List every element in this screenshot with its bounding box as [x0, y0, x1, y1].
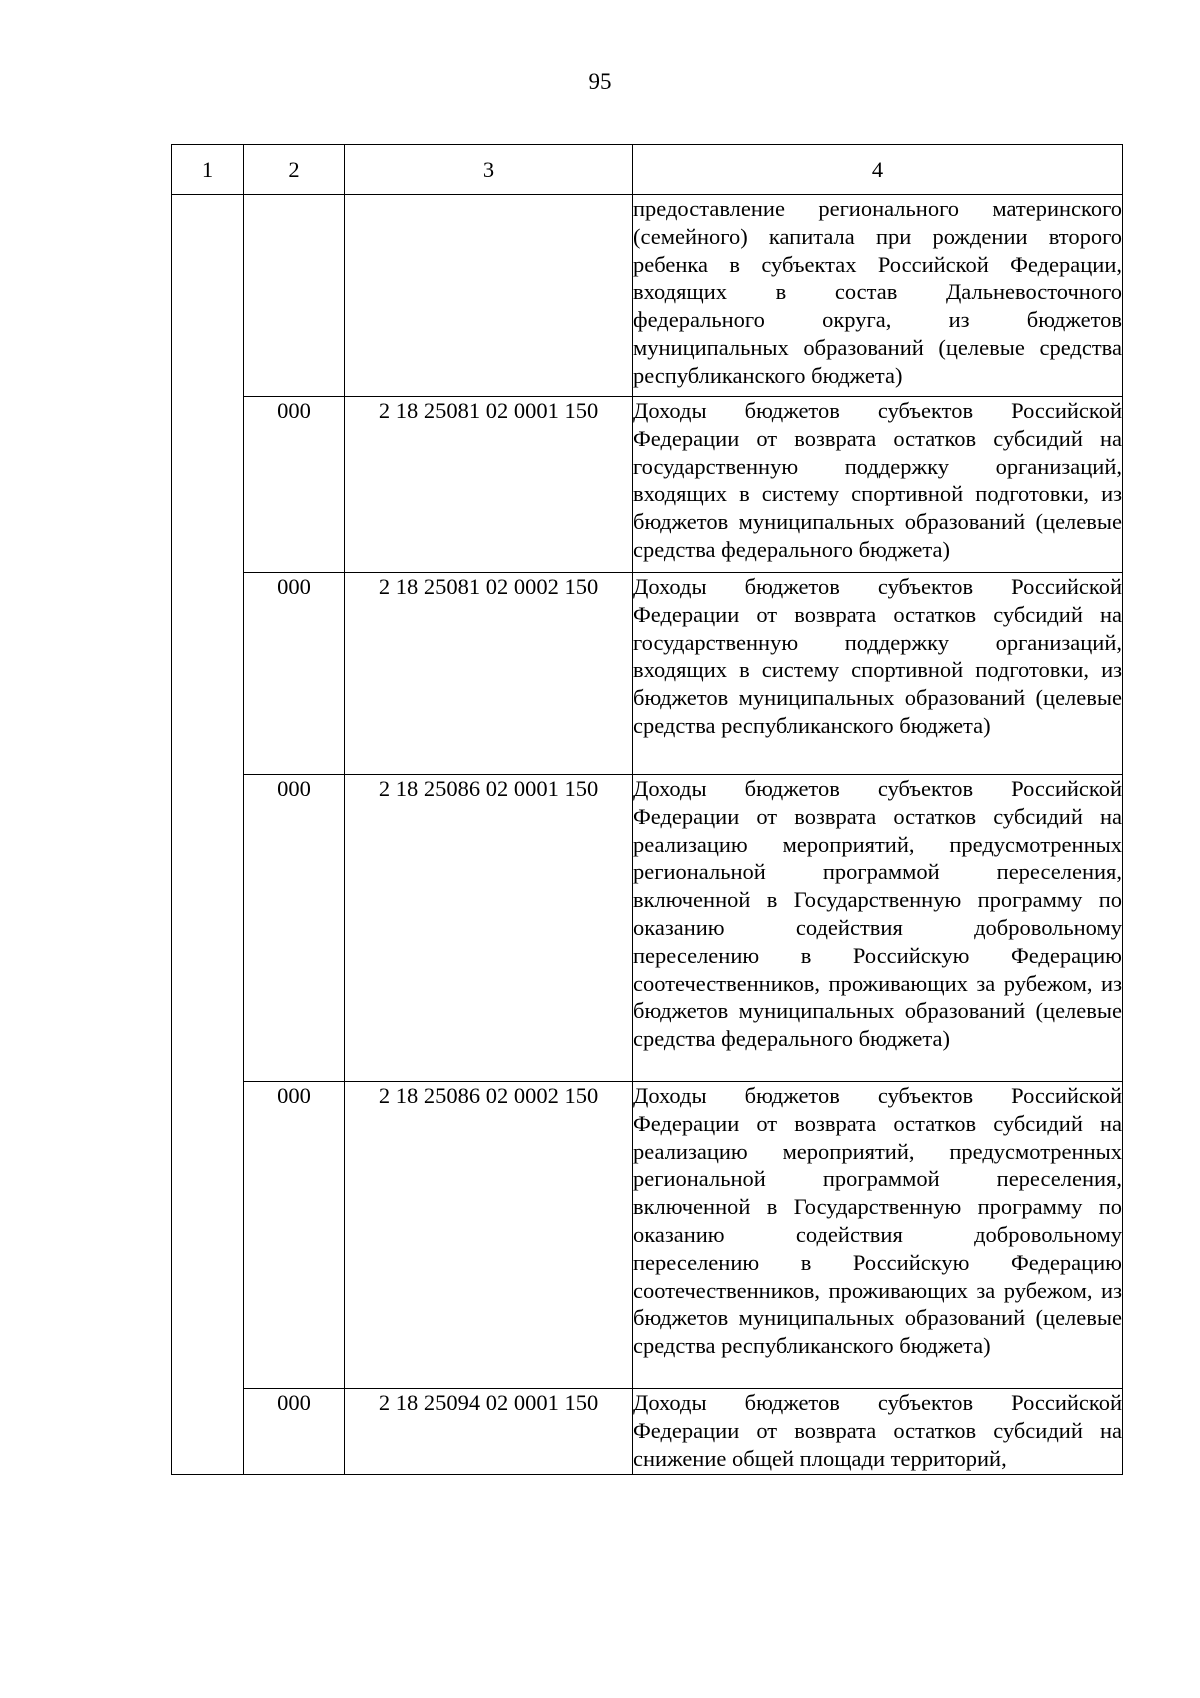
row-number-cell — [172, 195, 244, 1475]
description-cell: Доходы бюджетов субъектов Российской Федерации от возврата остатков субсидий на государственную поддержку организаций, входящих в систему спортивной подготовки, из бюджетов муниципальных образований (целевые средства федерального бюджета) — [633, 397, 1123, 573]
table-row — [172, 573, 1123, 775]
table-row — [172, 397, 1123, 573]
description-cell: Доходы бюджетов субъектов Российской Федерации от возврата остатков субсидий на реализацию мероприятий, предусмотренных региональной программой переселения, включенной в Государственную программу по оказанию содействия добровольному переселению в Российскую Федерацию соотечественников, проживающих за рубежом, из бюджетов муниципальных образований (целевые средства республиканского бюджета) — [633, 1082, 1123, 1389]
budget-code-cell — [345, 195, 633, 397]
table-header-row — [172, 145, 1123, 195]
description-cell: предоставление регионального материнского (семейного) капитала при рождении второго ребенка в субъектах Российской Федерации, входящих в состав Дальневосточного федерального округа, из бюджетов муниципальных образований (целевые средства республиканского бюджета) — [633, 195, 1123, 397]
budget-code-cell: 2 18 25081 02 0002 150 — [345, 573, 633, 775]
budget-code-cell: 2 18 25094 02 0001 150 — [345, 1389, 633, 1475]
budget-code-cell: 2 18 25086 02 0002 150 — [345, 1082, 633, 1389]
admin-code-cell: 000 — [244, 1082, 345, 1389]
header-cell-3: 3 — [345, 145, 633, 195]
budget-code-cell: 2 18 25086 02 0001 150 — [345, 775, 633, 1082]
table-row — [172, 1389, 1123, 1475]
admin-code-cell: 000 — [244, 573, 345, 775]
header-cell-1: 1 — [172, 145, 244, 195]
table-row — [172, 775, 1123, 1082]
description-cell: Доходы бюджетов субъектов Российской Федерации от возврата остатков субсидий на снижение общей площади территорий, — [633, 1389, 1123, 1475]
admin-code-cell: 000 — [244, 775, 345, 1082]
table-row — [172, 1082, 1123, 1389]
description-cell: Доходы бюджетов субъектов Российской Федерации от возврата остатков субсидий на государственную поддержку организаций, входящих в систему спортивной подготовки, из бюджетов муниципальных образований (целевые средства республиканского бюджета) — [633, 573, 1123, 775]
table-row — [172, 195, 1123, 397]
header-cell-4: 4 — [633, 145, 1123, 195]
budget-code-cell: 2 18 25081 02 0001 150 — [345, 397, 633, 573]
header-cell-2: 2 — [244, 145, 345, 195]
description-cell: Доходы бюджетов субъектов Российской Федерации от возврата остатков субсидий на реализацию мероприятий, предусмотренных региональной программой переселения, включенной в Государственную программу по оказанию содействия добровольному переселению в Российскую Федерацию соотечественников, проживающих за рубежом, из бюджетов муниципальных образований (целевые средства федерального бюджета) — [633, 775, 1123, 1082]
admin-code-cell: 000 — [244, 1389, 345, 1475]
budget-classification-table — [171, 144, 1123, 1475]
admin-code-cell: 000 — [244, 397, 345, 573]
admin-code-cell — [244, 195, 345, 397]
page-number: 95 — [588, 69, 612, 94]
